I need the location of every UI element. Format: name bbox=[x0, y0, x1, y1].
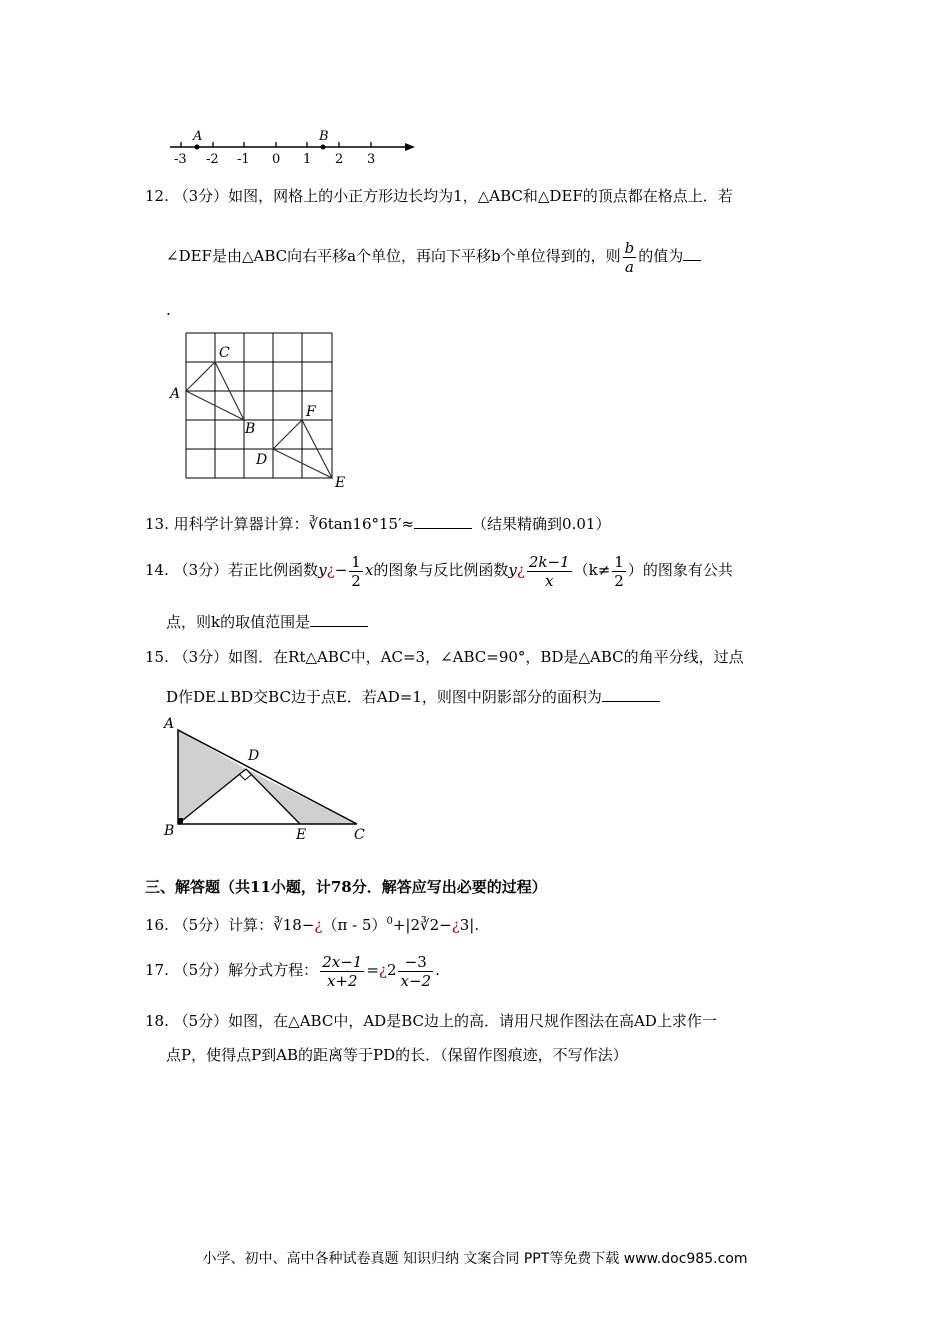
q13-line: 13. 用科学计算器计算：∛6tan16°15′≈ （结果精确到0.01） bbox=[145, 515, 611, 533]
tick-label: -2 bbox=[206, 152, 219, 167]
triangle-figure bbox=[160, 712, 375, 842]
q14-line1: 14. （3分）若正比例函数y¿− $\frac{1}{2}$ x的图象与反比例函数y¿ $\frac{2k-1}{x}$ （k≠ $\frac{1}{2}$ ）的图象有公共 bbox=[145, 552, 733, 590]
svg-text:B: B bbox=[245, 421, 256, 437]
q12-line2: ∠DEF是由△ABC向右平移a个单位，再向下平移b个单位得到的，则 $\frac{b}{a}$ 的值为 bbox=[166, 234, 701, 278]
svg-text:D: D bbox=[256, 452, 268, 468]
tick-label: 2 bbox=[335, 152, 344, 167]
tick-label: 1 bbox=[303, 152, 312, 167]
tick-label: -3 bbox=[174, 152, 187, 167]
tick-label: 3 bbox=[367, 152, 376, 167]
fraction-b-over-a: $\frac{b}{a}$ bbox=[624, 238, 635, 276]
point-b-label: B bbox=[319, 129, 329, 144]
q18-line2: 点P，使得点P到AB的距离等于PD的长．（保留作图痕迹，不写作法） bbox=[166, 1046, 628, 1064]
tick-label: 0 bbox=[272, 152, 281, 167]
svg-text:E: E bbox=[296, 827, 307, 842]
q17-line: 17. （5分）解分式方程： $\frac{2x-1}{x+2}$ =¿2 $\frac{-3}{x-2}$ . bbox=[145, 952, 440, 990]
number-line-figure bbox=[160, 125, 430, 170]
point-a bbox=[195, 145, 200, 150]
q15-line2: D作DE⊥BD交BC边于点E．若AD=1，则图中阴影部分的面积为 bbox=[166, 687, 660, 707]
page-footer: 小学、初中、高中各种试卷真题 知识归纳 文案合同 PPT等免费下载 www.doc985.com bbox=[202, 1251, 748, 1267]
point-b bbox=[321, 145, 326, 150]
q16-line: 16. （5分）计算：∛18−¿（π - 5）$^0$+|2∛2−¿3|. bbox=[145, 916, 480, 934]
svg-text:A: A bbox=[164, 716, 175, 732]
q14-line2: 点，则k的取值范围是 bbox=[166, 612, 368, 632]
svg-text:B: B bbox=[164, 823, 175, 839]
point-a-label: A bbox=[193, 129, 203, 144]
svg-text:D: D bbox=[248, 748, 260, 764]
svg-text:C: C bbox=[219, 345, 230, 361]
svg-text:C: C bbox=[354, 827, 365, 842]
grid-figure bbox=[160, 325, 360, 495]
svg-text:F: F bbox=[306, 404, 316, 420]
tick-label: -1 bbox=[237, 152, 250, 167]
svg-text:A: A bbox=[170, 386, 181, 402]
section-3-heading: 三、解答题（共11小题，计78分．解答应写出必要的过程） bbox=[145, 878, 547, 896]
q12-line3: . bbox=[166, 301, 171, 319]
svg-text:E: E bbox=[335, 475, 346, 491]
q18-line1: 18. （5分）如图，在△ABC中，AD是BC边上的高．请用尺规作图法在高AD上求作一 bbox=[145, 1012, 717, 1030]
q15-line1: 15. （3分）如图．在Rt△ABC中，AC=3，∠ABC=90°，BD是△ABC的角平分线，过点 bbox=[145, 648, 744, 666]
q12-line1: 12. （3分）如图，网格上的小正方形边长均为1，△ABC和△DEF的顶点都在格点上．若 bbox=[145, 187, 733, 205]
